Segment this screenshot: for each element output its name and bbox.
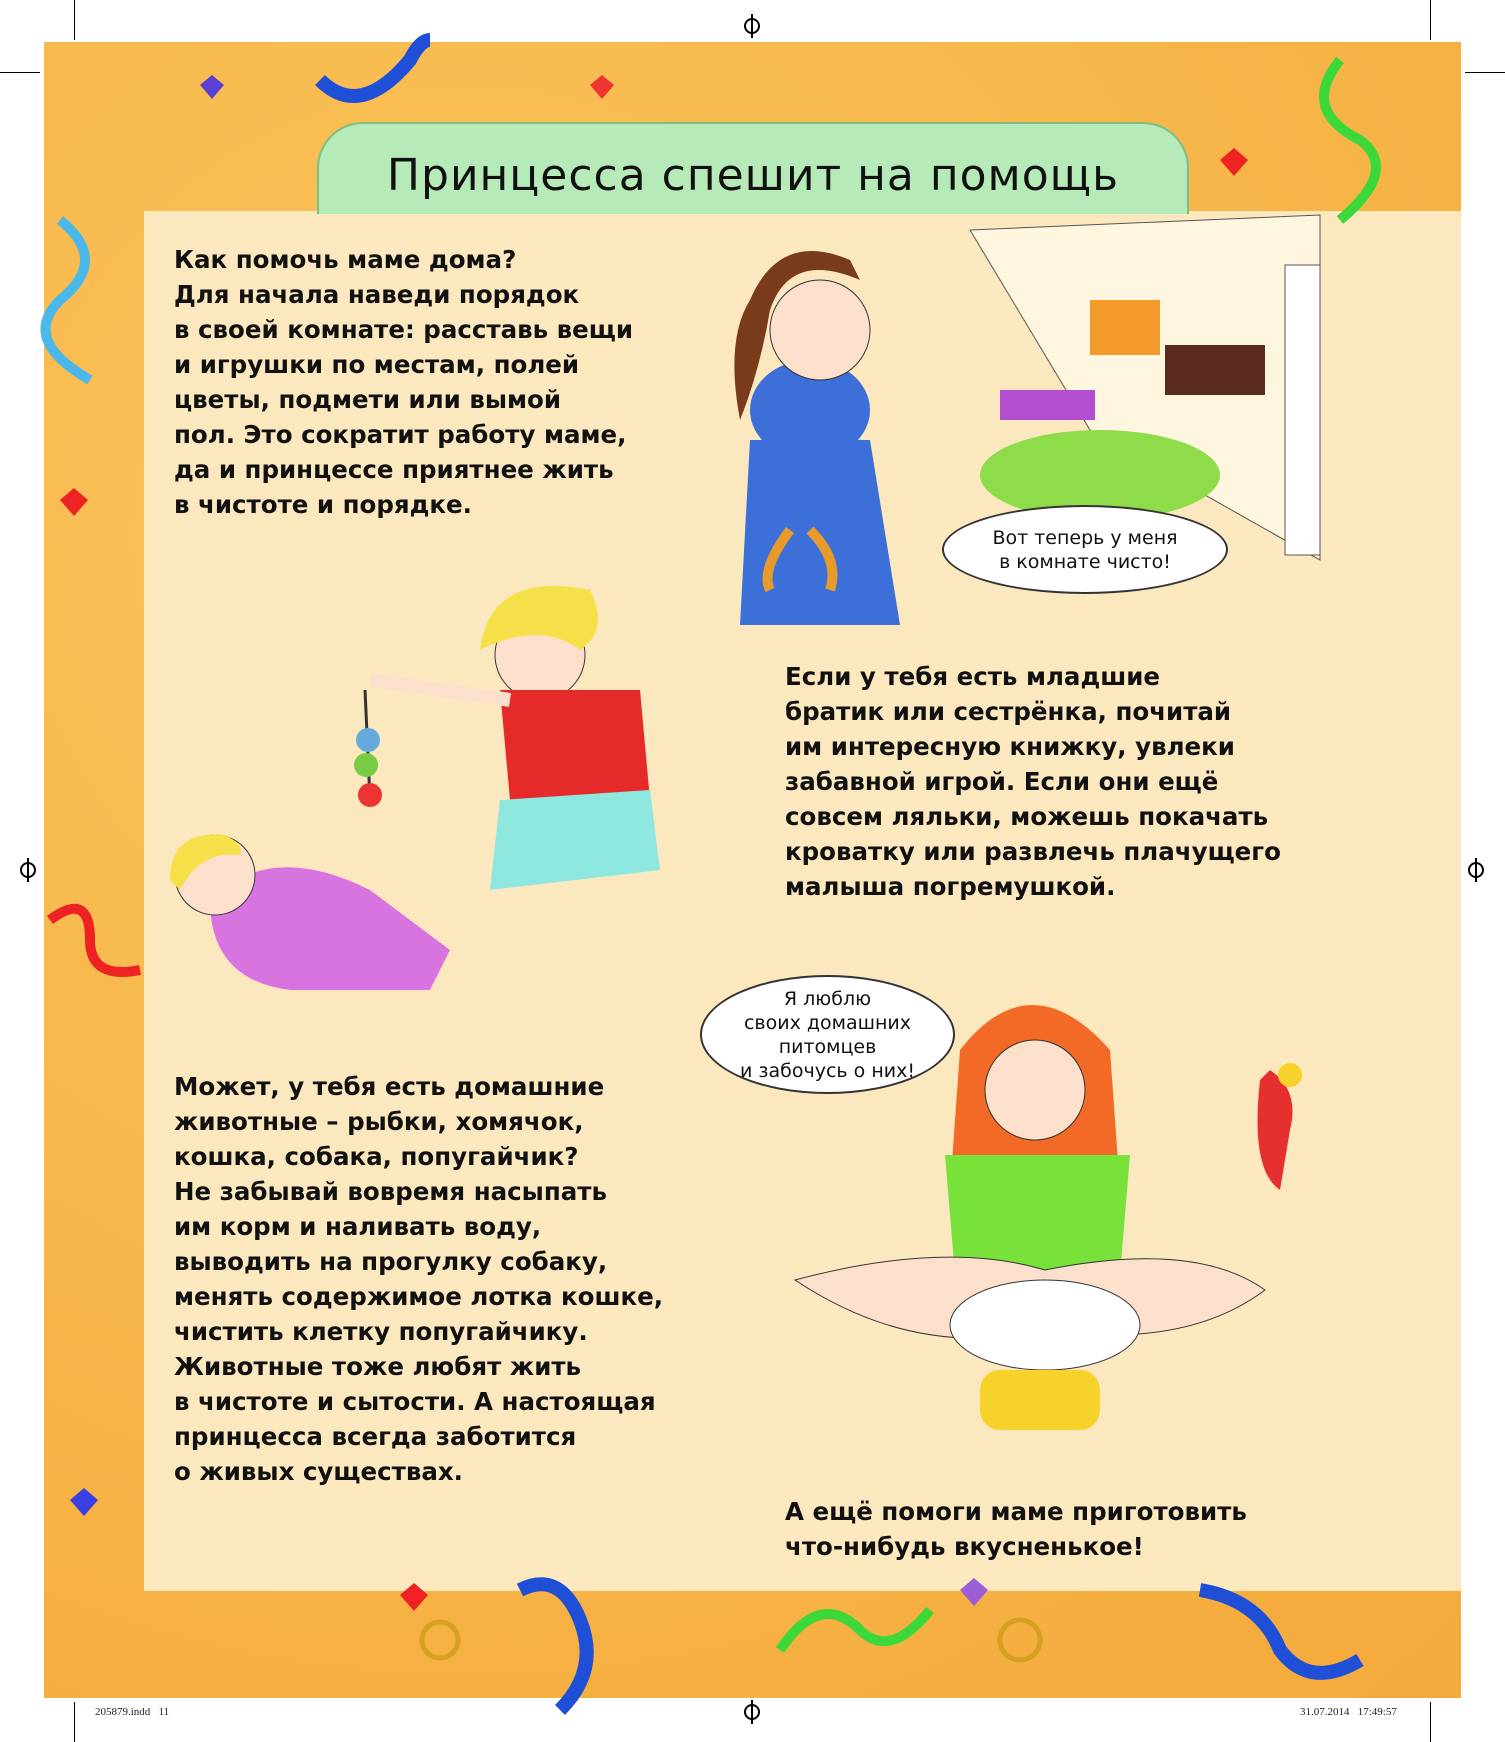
girl-with-baby-illustration [170, 586, 660, 990]
speech-bubble-room: Вот теперь у меня в комнате чисто! [942, 505, 1228, 594]
paragraph-pets: Может, у тебя есть домашние животные – рыбки, хомячок, кошка, собака, попугайчик? Не забывай вовремя насыпать им корм и наливать воду, выводить на прогулку собаку, менять содержимое лотка кошке, чистить клетку попугайчику. Животные тоже любят жить в чистоте и сытости. А настоящая принцесса всегда заботится о живых существах. [174, 1072, 664, 1486]
speech-bubble-pets: Я люблю своих домашних питомцев и забочусь о них! [700, 975, 955, 1094]
footer-filename: 205879.indd 11 [95, 1706, 170, 1718]
paragraph-room: Как помочь маме дома? Для начала наведи порядок в своей комнате: расставь вещи и игрушки по местам, полей цветы, подмети или вымой пол. Это сократит работу маме, да и принцессе приятнее жить в чистоте и порядке. [174, 245, 634, 519]
paragraph-cooking: А ещё помоги маме приготовить что-нибудь вкусненькое! [785, 1497, 1247, 1561]
footer-datetime: 31.07.2014 17:49:57 [1300, 1706, 1397, 1718]
paragraph-siblings: Если у тебя есть младшие братик или сестрёнка, почитай им интересную книжку, увлеки забавной игрой. Если они ещё совсем ляльки, можешь покачать кроватку или развлечь плачущего малыша погремушкой. [785, 662, 1281, 901]
page-title: Принцесса спешит на помощь [386, 150, 1120, 201]
